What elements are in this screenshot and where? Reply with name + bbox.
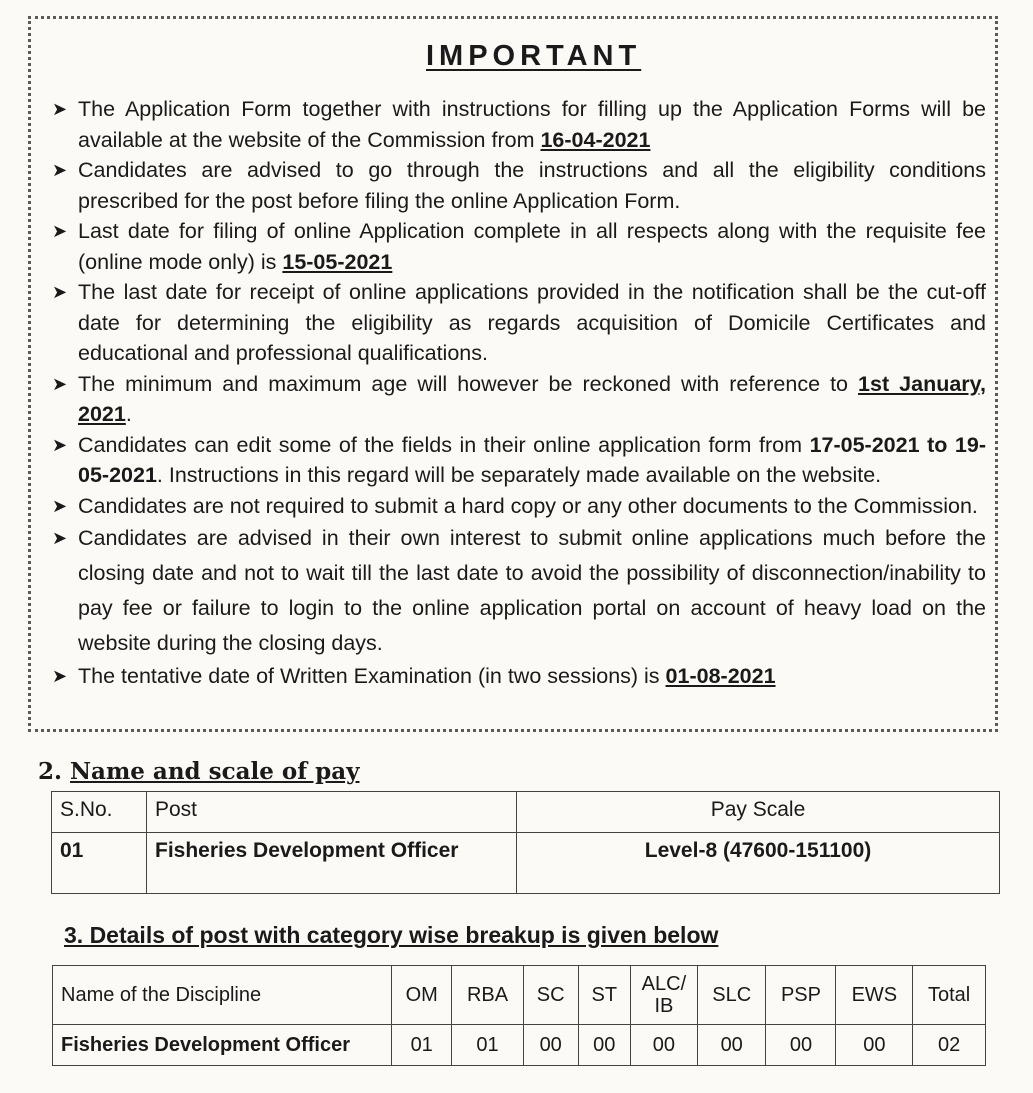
table-cell: 00 — [836, 1025, 913, 1066]
section-3-heading: 3. Details of post with category wise breakup is given below — [64, 922, 719, 948]
table-cell: 01 — [452, 1025, 523, 1066]
bullet-item: ➤ Candidates are advised to go through the instructions and all the eligibility conditions prescribed for the post before filing the online Application Form. — [52, 155, 986, 216]
table-header-row — [52, 792, 1000, 833]
arrow-bullet-icon: ➤ — [52, 528, 68, 548]
arrow-bullet-icon: ➤ — [52, 160, 68, 180]
header-cell: SC — [523, 966, 578, 1025]
table-cell: 00 — [630, 1025, 697, 1066]
arrow-bullet-icon: ➤ — [52, 282, 68, 302]
header-cell: RBA — [452, 966, 523, 1025]
bullet-item: ➤ The minimum and maximum age will however be reckoned with reference to 1st January, 2021. — [52, 369, 986, 430]
section-2-heading: 2. Name and scale of pay — [38, 758, 360, 785]
table-cell: Fisheries Development Officer — [53, 1025, 392, 1066]
arrow-bullet-icon: ➤ — [52, 99, 68, 119]
table-cell: 00 — [697, 1025, 766, 1066]
header-cell: ST — [578, 966, 630, 1025]
header-cell: Pay Scale — [517, 792, 1000, 833]
table-cell: Fisheries Development Officer — [147, 833, 517, 894]
table-cell: 00 — [523, 1025, 578, 1066]
bullet-item: ➤ The Application Form together with instructions for filling up the Application Forms will be available at the website of the Commission from 16-04-2021 — [52, 94, 986, 155]
bullet-item: ➤ Candidates are advised in their own interest to submit online applications much before the closing date and not to wait till the last date to avoid the possibility of disconnection/inability to pay fee or failure to login to the online application portal on account of heavy load on the website during the closing days. — [52, 521, 986, 661]
table-header-row — [53, 966, 986, 1025]
important-heading: IMPORTANT — [426, 40, 642, 72]
table-cell: 02 — [913, 1025, 986, 1066]
table-row — [53, 1025, 986, 1066]
table-cell: 01 — [392, 1025, 452, 1066]
bullet-item: ➤ The last date for receipt of online applications provided in the notification shall be the cut-off date for determining the eligibility as regards acquisition of Domicile Certificates and educational and professional qualifications. — [52, 277, 986, 369]
pay-scale-table — [51, 791, 1000, 894]
header-cell: Total — [913, 966, 986, 1025]
bullet-item: ➤ Last date for filing of online Application complete in all respects along with the requisite fee (online mode only) is 15-05-2021 — [52, 216, 986, 277]
table-cell: 00 — [578, 1025, 630, 1066]
header-cell: S.No. — [52, 792, 147, 833]
header-cell: Post — [147, 792, 517, 833]
table-row — [52, 833, 1000, 894]
arrow-bullet-icon: ➤ — [52, 221, 68, 241]
header-cell: EWS — [836, 966, 913, 1025]
bullet-item: ➤ Candidates are not required to submit a hard copy or any other documents to the Commission. — [52, 491, 986, 522]
header-cell: SLC — [697, 966, 766, 1025]
arrow-bullet-icon: ➤ — [52, 434, 68, 455]
table-cell: Level-8 (47600-151100) — [517, 833, 1000, 894]
header-cell: ALC/ IB — [630, 966, 697, 1025]
category-breakup-table — [52, 965, 986, 1066]
table-cell: 00 — [766, 1025, 836, 1066]
important-bullet-list — [52, 94, 986, 692]
header-cell: PSP — [766, 966, 836, 1025]
header-cell: Name of the Discipline — [53, 966, 392, 1025]
table-cell: 01 — [52, 833, 147, 894]
header-cell: OM — [392, 966, 452, 1025]
arrow-bullet-icon: ➤ — [52, 666, 68, 686]
arrow-bullet-icon: ➤ — [52, 495, 68, 516]
arrow-bullet-icon: ➤ — [52, 373, 68, 394]
bullet-item: ➤ Candidates can edit some of the fields in their online application form from 17-05-2021 to 19-05-2021. Instructions in this regard will be separately made available on the website. — [52, 430, 986, 491]
bullet-item: ➤ The tentative date of Written Examination (in two sessions) is 01-08-2021 — [52, 661, 986, 692]
